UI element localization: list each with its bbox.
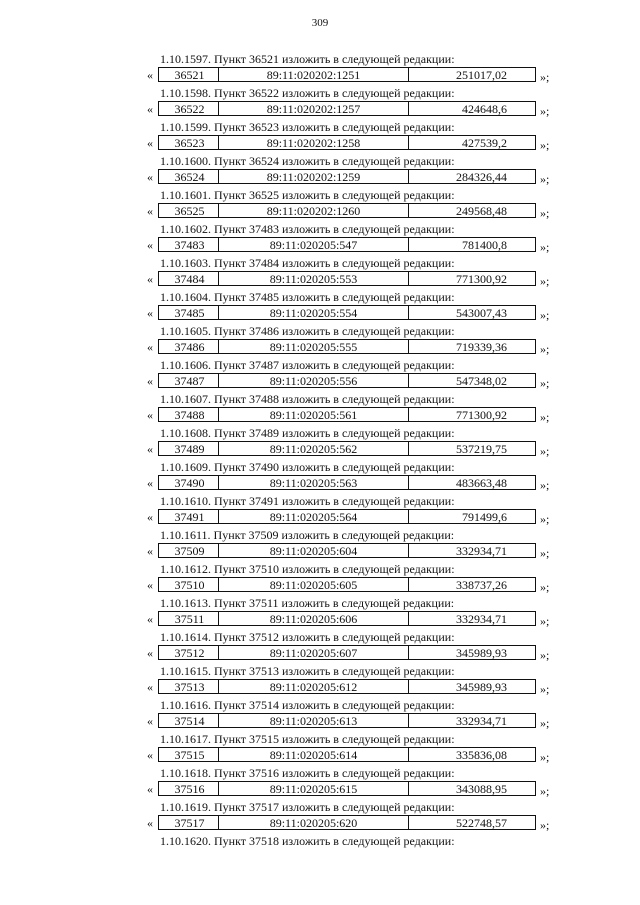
record-table — [158, 645, 536, 660]
record-table — [158, 67, 536, 82]
value-cell: 284326,44 — [456, 170, 507, 183]
amendment-heading: 1.10.1616. Пункт 37514 изложить в следующей редакции: — [160, 698, 455, 712]
table-row — [0, 611, 640, 628]
amendment-heading: 1.10.1605. Пункт 37486 изложить в следующей редакции: — [160, 324, 455, 338]
value-cell: 483663,48 — [456, 476, 507, 489]
amendment-entry — [0, 493, 640, 527]
record-table — [158, 441, 536, 456]
value-cell: 332934,71 — [456, 544, 507, 557]
cadastral-number-cell: 89:11:020205:562 — [219, 442, 409, 455]
record-table — [158, 271, 536, 286]
item-number-cell: 37484 — [159, 272, 219, 285]
amendment-entry — [0, 51, 640, 85]
amendment-heading: 1.10.1603. Пункт 37484 изложить в следующей редакции: — [160, 256, 455, 270]
item-number-cell: 37485 — [159, 306, 219, 319]
amendment-heading: 1.10.1619. Пункт 37517 изложить в следующей редакции: — [160, 800, 455, 814]
cadastral-number-cell: 89:11:020205:614 — [219, 748, 409, 761]
cadastral-number-cell: 89:11:020205:606 — [219, 612, 409, 625]
cadastral-number-cell: 89:11:020205:605 — [219, 578, 409, 591]
table-row — [0, 815, 640, 832]
table-row — [0, 101, 640, 118]
record-table — [158, 509, 536, 524]
opening-quote: « — [147, 306, 153, 320]
table-row — [0, 543, 640, 560]
opening-quote: « — [147, 544, 153, 558]
item-number-cell: 37510 — [159, 578, 219, 591]
table-row — [0, 475, 640, 492]
table-row — [0, 509, 640, 526]
cadastral-number-cell: 89:11:020205:554 — [219, 306, 409, 319]
closing-quote: »; — [540, 104, 550, 118]
table-row — [0, 407, 640, 424]
amendment-entry — [0, 119, 640, 153]
cadastral-number-cell: 89:11:020202:1257 — [219, 102, 409, 115]
opening-quote: « — [147, 748, 153, 762]
amendment-heading: 1.10.1600. Пункт 36524 изложить в следующей редакции: — [160, 154, 455, 168]
page-number: 309 — [311, 17, 329, 29]
item-number-cell: 37487 — [159, 374, 219, 387]
amendment-heading: 1.10.1607. Пункт 37488 изложить в следующей редакции: — [160, 392, 455, 406]
amendment-entry — [0, 289, 640, 323]
amendment-entry — [0, 187, 640, 221]
item-number-cell: 37514 — [159, 714, 219, 727]
cadastral-number-cell: 89:11:020205:615 — [219, 782, 409, 795]
closing-quote: »; — [540, 444, 550, 458]
record-table — [158, 611, 536, 626]
opening-quote: « — [147, 816, 153, 830]
table-row — [0, 339, 640, 356]
item-number-cell: 37490 — [159, 476, 219, 489]
amendment-heading: 1.10.1608. Пункт 37489 изложить в следующей редакции: — [160, 426, 455, 440]
item-number-cell: 37515 — [159, 748, 219, 761]
table-row — [0, 679, 640, 696]
value-cell: 343088,95 — [456, 782, 507, 795]
opening-quote: « — [147, 714, 153, 728]
item-number-cell: 37488 — [159, 408, 219, 421]
value-cell: 522748,57 — [456, 816, 507, 829]
closing-quote: »; — [540, 308, 550, 322]
closing-quote: »; — [540, 818, 550, 832]
closing-quote: »; — [540, 274, 550, 288]
amendment-entry — [0, 833, 640, 867]
closing-quote: »; — [540, 478, 550, 492]
record-table — [158, 339, 536, 354]
item-number-cell: 36524 — [159, 170, 219, 183]
cadastral-number-cell: 89:11:020205:620 — [219, 816, 409, 829]
closing-quote: »; — [540, 648, 550, 662]
closing-quote: »; — [540, 206, 550, 220]
cadastral-number-cell: 89:11:020205:564 — [219, 510, 409, 523]
closing-quote: »; — [540, 784, 550, 798]
cadastral-number-cell: 89:11:020205:556 — [219, 374, 409, 387]
value-cell: 424648,6 — [462, 102, 507, 115]
opening-quote: « — [147, 510, 153, 524]
amendment-heading: 1.10.1601. Пункт 36525 изложить в следующей редакции: — [160, 188, 455, 202]
table-row — [0, 135, 640, 152]
table-row — [0, 67, 640, 84]
amendment-entry — [0, 799, 640, 833]
item-number-cell: 36523 — [159, 136, 219, 149]
cadastral-number-cell: 89:11:020202:1259 — [219, 170, 409, 183]
record-table — [158, 101, 536, 116]
table-row — [0, 169, 640, 186]
cadastral-number-cell: 89:11:020205:607 — [219, 646, 409, 659]
opening-quote: « — [147, 102, 153, 116]
amendment-entry — [0, 765, 640, 799]
closing-quote: »; — [540, 614, 550, 628]
table-row — [0, 577, 640, 594]
record-table — [158, 577, 536, 592]
cadastral-number-cell: 89:11:020205:563 — [219, 476, 409, 489]
amendment-entry — [0, 323, 640, 357]
cadastral-number-cell: 89:11:020202:1260 — [219, 204, 409, 217]
item-number-cell: 37483 — [159, 238, 219, 251]
record-table — [158, 305, 536, 320]
cadastral-number-cell: 89:11:020205:612 — [219, 680, 409, 693]
opening-quote: « — [147, 238, 153, 252]
opening-quote: « — [147, 782, 153, 796]
value-cell: 781400,8 — [462, 238, 507, 251]
item-number-cell: 37489 — [159, 442, 219, 455]
closing-quote: »; — [540, 682, 550, 696]
amendment-heading: 1.10.1618. Пункт 37516 изложить в следующей редакции: — [160, 766, 455, 780]
value-cell: 251017,02 — [456, 68, 507, 81]
opening-quote: « — [147, 340, 153, 354]
table-row — [0, 781, 640, 798]
item-number-cell: 36521 — [159, 68, 219, 81]
amendment-entry — [0, 697, 640, 731]
item-number-cell: 37486 — [159, 340, 219, 353]
record-table — [158, 713, 536, 728]
amendment-heading: 1.10.1611. Пункт 37509 изложить в следующей редакции: — [160, 528, 455, 542]
opening-quote: « — [147, 170, 153, 184]
amendment-heading: 1.10.1620. Пункт 37518 изложить в следующей редакции: — [160, 834, 455, 848]
opening-quote: « — [147, 680, 153, 694]
amendment-heading: 1.10.1613. Пункт 37511 изложить в следующей редакции: — [160, 596, 455, 610]
value-cell: 537219,75 — [456, 442, 507, 455]
cadastral-number-cell: 89:11:020205:613 — [219, 714, 409, 727]
amendment-entry — [0, 561, 640, 595]
table-row — [0, 645, 640, 662]
cadastral-number-cell: 89:11:020205:553 — [219, 272, 409, 285]
value-cell: 771300,92 — [456, 272, 507, 285]
table-row — [0, 271, 640, 288]
cadastral-number-cell: 89:11:020205:547 — [219, 238, 409, 251]
record-table — [158, 203, 536, 218]
item-number-cell: 37511 — [159, 612, 219, 625]
value-cell: 543007,43 — [456, 306, 507, 319]
opening-quote: « — [147, 476, 153, 490]
amendment-heading: 1.10.1597. Пункт 36521 изложить в следующей редакции: — [160, 52, 455, 66]
opening-quote: « — [147, 646, 153, 660]
amendment-heading: 1.10.1615. Пункт 37513 изложить в следующей редакции: — [160, 664, 455, 678]
amendment-heading: 1.10.1609. Пункт 37490 изложить в следующей редакции: — [160, 460, 455, 474]
amendment-heading: 1.10.1614. Пункт 37512 изложить в следующей редакции: — [160, 630, 455, 644]
opening-quote: « — [147, 578, 153, 592]
record-table — [158, 475, 536, 490]
item-number-cell: 37509 — [159, 544, 219, 557]
amendment-heading: 1.10.1604. Пункт 37485 изложить в следующей редакции: — [160, 290, 455, 304]
amendment-list — [0, 51, 640, 867]
record-table — [158, 679, 536, 694]
amendment-heading: 1.10.1599. Пункт 36523 изложить в следующей редакции: — [160, 120, 455, 134]
opening-quote: « — [147, 204, 153, 218]
amendment-heading: 1.10.1617. Пункт 37515 изложить в следующей редакции: — [160, 732, 455, 746]
opening-quote: « — [147, 272, 153, 286]
item-number-cell: 37491 — [159, 510, 219, 523]
cadastral-number-cell: 89:11:020205:561 — [219, 408, 409, 421]
record-table — [158, 407, 536, 422]
opening-quote: « — [147, 374, 153, 388]
cadastral-number-cell: 89:11:020202:1251 — [219, 68, 409, 81]
table-row — [0, 305, 640, 322]
record-table — [158, 237, 536, 252]
record-table — [158, 543, 536, 558]
closing-quote: »; — [540, 512, 550, 526]
item-number-cell: 36522 — [159, 102, 219, 115]
table-row — [0, 237, 640, 254]
value-cell: 338737,26 — [456, 578, 507, 591]
opening-quote: « — [147, 442, 153, 456]
cadastral-number-cell: 89:11:020205:555 — [219, 340, 409, 353]
amendment-entry — [0, 663, 640, 697]
closing-quote: »; — [540, 240, 550, 254]
amendment-entry — [0, 731, 640, 765]
amendment-entry — [0, 527, 640, 561]
amendment-entry — [0, 425, 640, 459]
value-cell: 719339,36 — [456, 340, 507, 353]
table-row — [0, 713, 640, 730]
opening-quote: « — [147, 408, 153, 422]
table-row — [0, 441, 640, 458]
cadastral-number-cell: 89:11:020205:604 — [219, 544, 409, 557]
amendment-entry — [0, 255, 640, 289]
value-cell: 335836,08 — [456, 748, 507, 761]
table-row — [0, 203, 640, 220]
value-cell: 249568,48 — [456, 204, 507, 217]
item-number-cell: 37516 — [159, 782, 219, 795]
table-row — [0, 373, 640, 390]
closing-quote: »; — [540, 546, 550, 560]
amendment-heading: 1.10.1610. Пункт 37491 изложить в следующей редакции: — [160, 494, 455, 508]
record-table — [158, 747, 536, 762]
amendment-entry — [0, 629, 640, 663]
amendment-entry — [0, 153, 640, 187]
closing-quote: »; — [540, 138, 550, 152]
table-row — [0, 747, 640, 764]
amendment-entry — [0, 391, 640, 425]
amendment-entry — [0, 357, 640, 391]
closing-quote: »; — [540, 342, 550, 356]
value-cell: 332934,71 — [456, 612, 507, 625]
item-number-cell: 37512 — [159, 646, 219, 659]
value-cell: 345989,93 — [456, 646, 507, 659]
value-cell: 345989,93 — [456, 680, 507, 693]
value-cell: 547348,02 — [456, 374, 507, 387]
amendment-entry — [0, 595, 640, 629]
cadastral-number-cell: 89:11:020202:1258 — [219, 136, 409, 149]
record-table — [158, 169, 536, 184]
item-number-cell: 37513 — [159, 680, 219, 693]
closing-quote: »; — [540, 172, 550, 186]
opening-quote: « — [147, 68, 153, 82]
record-table — [158, 781, 536, 796]
item-number-cell: 36525 — [159, 204, 219, 217]
amendment-heading: 1.10.1612. Пункт 37510 изложить в следующей редакции: — [160, 562, 455, 576]
record-table — [158, 815, 536, 830]
closing-quote: »; — [540, 410, 550, 424]
closing-quote: »; — [540, 750, 550, 764]
value-cell: 427539,2 — [462, 136, 507, 149]
amendment-heading: 1.10.1606. Пункт 37487 изложить в следующей редакции: — [160, 358, 455, 372]
opening-quote: « — [147, 612, 153, 626]
closing-quote: »; — [540, 376, 550, 390]
value-cell: 332934,71 — [456, 714, 507, 727]
amendment-entry — [0, 459, 640, 493]
value-cell: 791499,6 — [462, 510, 507, 523]
amendment-heading: 1.10.1598. Пункт 36522 изложить в следующей редакции: — [160, 86, 455, 100]
closing-quote: »; — [540, 716, 550, 730]
amendment-entry — [0, 221, 640, 255]
opening-quote: « — [147, 136, 153, 150]
record-table — [158, 373, 536, 388]
closing-quote: »; — [540, 580, 550, 594]
amendment-entry — [0, 85, 640, 119]
closing-quote: »; — [540, 70, 550, 84]
record-table — [158, 135, 536, 150]
value-cell: 771300,92 — [456, 408, 507, 421]
amendment-heading: 1.10.1602. Пункт 37483 изложить в следующей редакции: — [160, 222, 455, 236]
item-number-cell: 37517 — [159, 816, 219, 829]
